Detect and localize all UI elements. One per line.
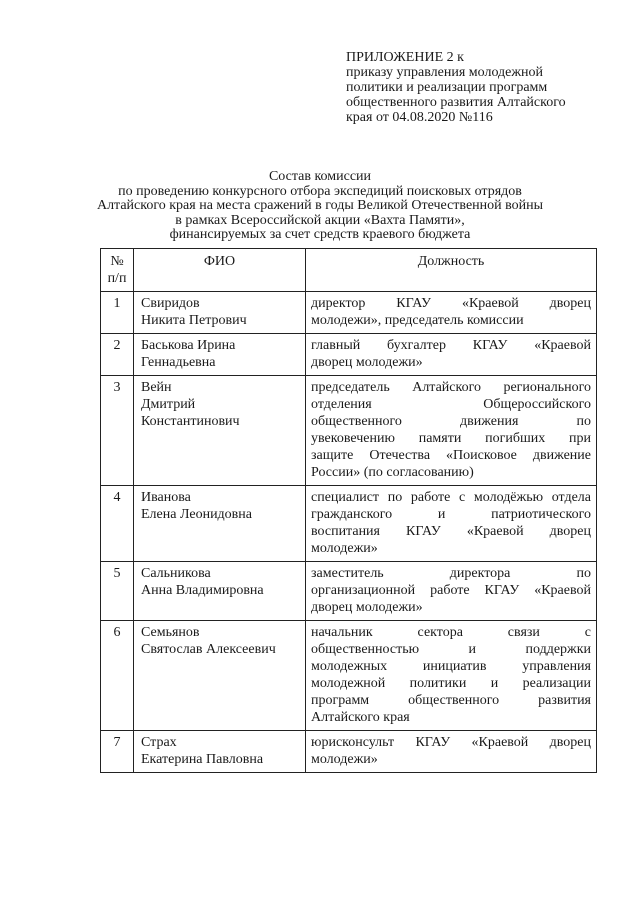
position-line: директор КГАУ «Краевой дворец [311, 296, 591, 311]
name-line: Страх [141, 735, 177, 750]
table-header-row [101, 249, 597, 292]
position-line: организационной работе КГАУ «Краевой [311, 583, 591, 598]
appendix-line: политики и реализации программ [346, 80, 548, 95]
member-position [306, 562, 597, 621]
title-line: Алтайского края на места сражений в годы Великой Отечественной войны [96, 198, 544, 213]
position-line: молодежной политики и реализации [311, 676, 591, 691]
name-line: Святослав Алексеевич [141, 642, 276, 657]
member-position [306, 292, 597, 334]
name-line: Иванова [141, 490, 191, 505]
position-line: специалист по работе с молодёжью отдела [311, 490, 591, 505]
position-line: России» (по согласованию) [311, 465, 474, 480]
position-line: главный бухгалтер КГАУ «Краевой [311, 338, 591, 353]
position-line: гражданского и патриотического [311, 507, 591, 522]
member-name [134, 731, 306, 773]
name-line: Сальникова [141, 566, 211, 581]
member-name [134, 292, 306, 334]
member-name [134, 621, 306, 731]
title-line: финансируемых за счет средств краевого бюджета [169, 227, 471, 242]
position-line: воспитания КГАУ «Краевой дворец [311, 524, 591, 539]
table-row [101, 292, 597, 334]
name-line: Дмитрий [141, 397, 196, 412]
member-position [306, 731, 597, 773]
member-name [134, 562, 306, 621]
name-line: Геннадьевна [141, 355, 216, 370]
table-row [101, 621, 597, 731]
table-row [101, 486, 597, 562]
table-row [101, 731, 597, 773]
name-line: Анна Владимировна [141, 583, 264, 598]
row-number: 3 [101, 376, 134, 486]
position-line: молодежи», председатель комиссии [311, 313, 524, 328]
position-line: защите Отечества «Поисковое движение [311, 448, 591, 463]
title-line: в рамках Всероссийской акции «Вахта Памяти», [175, 212, 465, 228]
position-line: Алтайского края [311, 710, 410, 725]
appendix-header [346, 50, 566, 125]
title-line: по проведению конкурсного отбора экспедиций поисковых отрядов [118, 183, 522, 199]
row-number: 1 [101, 292, 134, 334]
position-line: отделения Общероссийского [311, 397, 591, 412]
member-position [306, 376, 597, 486]
name-line: Елена Леонидовна [141, 507, 252, 522]
member-name [134, 486, 306, 562]
member-name [134, 376, 306, 486]
name-line: Семьянов [141, 625, 200, 640]
member-position [306, 334, 597, 376]
position-line: председатель Алтайского регионального [311, 380, 591, 395]
name-line: Константинович [141, 414, 240, 429]
position-line: общественностью и поддержки [311, 642, 591, 657]
header-number: № п/п [101, 249, 134, 292]
position-line: общественного движения по [311, 414, 591, 429]
appendix-line: края от 04.08.2020 №116 [346, 110, 493, 125]
row-number: 5 [101, 562, 134, 621]
position-line: дворец молодежи» [311, 355, 423, 370]
position-line: юрисконсульт КГАУ «Краевой дворец [311, 735, 591, 750]
position-line: начальник сектора связи с [311, 625, 591, 640]
position-line: молодежи» [311, 752, 378, 767]
position-line: молодежных инициатив управления [311, 659, 591, 674]
position-line: программ общественного развития [311, 693, 591, 708]
row-number: 6 [101, 621, 134, 731]
appendix-line: общественного развития Алтайского [346, 95, 566, 110]
member-position [306, 621, 597, 731]
name-line: Баськова Ирина [141, 338, 236, 353]
row-number: 2 [101, 334, 134, 376]
position-line: молодежи» [311, 541, 378, 556]
commission-table [100, 248, 597, 773]
table-row [101, 562, 597, 621]
name-line: Никита Петрович [141, 313, 247, 328]
appendix-line: приказу управления молодежной [346, 65, 544, 80]
row-number: 7 [101, 731, 134, 773]
header-name: ФИО [134, 249, 306, 292]
document-title [0, 170, 640, 243]
member-position [306, 486, 597, 562]
position-line: увековечению памяти погибших при [311, 431, 591, 446]
table-body [101, 292, 597, 773]
member-name [134, 334, 306, 376]
position-line: дворец молодежи» [311, 600, 423, 615]
name-line: Екатерина Павловна [141, 752, 264, 767]
position-line: заместитель директора по [311, 566, 591, 581]
appendix-line: ПРИЛОЖЕНИЕ 2 к [346, 50, 464, 65]
header-position: Должность [306, 249, 597, 292]
table-row [101, 334, 597, 376]
table-row [101, 376, 597, 486]
title-line: Состав комиссии [268, 169, 372, 184]
name-line: Вейн [141, 380, 172, 395]
name-line: Свиридов [141, 296, 200, 311]
row-number: 4 [101, 486, 134, 562]
